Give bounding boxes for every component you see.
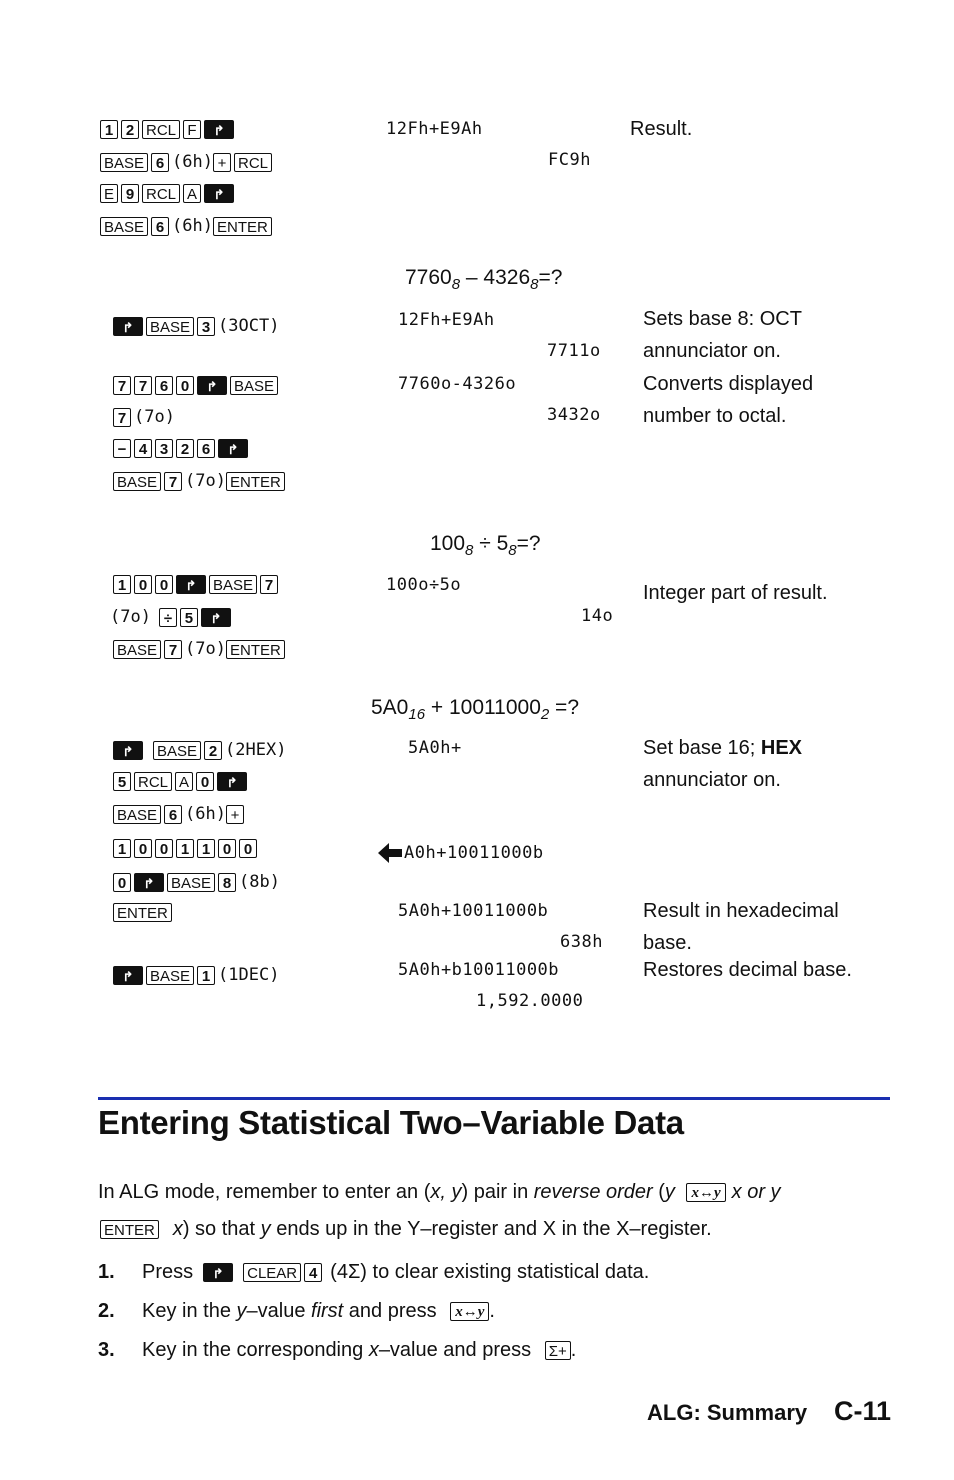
key-base: BASE [100,153,148,172]
step-text: . [489,1300,495,1322]
shift-key-icon: ↱ [203,1263,233,1282]
key-1: 1 [113,575,131,594]
key-7: 7 [134,376,152,395]
paren-6h: (6h) [185,804,226,824]
key-base: BASE [230,376,278,395]
ex3-equation [430,532,541,559]
eq-tail: =? [538,266,563,289]
eq-term: ÷ 5 [473,532,509,555]
key-1: 1 [197,966,215,985]
key-9: 9 [121,184,139,203]
step-number: 1. [98,1261,115,1283]
ex3-keys-row1 [113,575,281,594]
ex4-keys-row7 [113,965,279,985]
ex4-display-line3: 5A0h+10011000b [398,901,549,921]
step-text: (4Σ) to clear existing statistical data. [330,1261,650,1283]
ex4-note1-text: Set base 16; [643,737,761,759]
step-text: Key in the corresponding [142,1339,369,1361]
ex3-display-line1: 100o÷5o [386,575,462,595]
key-0: 0 [134,575,152,594]
intro-italic: x, y [430,1181,462,1203]
ex4-keys-row6 [113,903,175,922]
key-x-swap-y: x↔y [450,1302,489,1321]
ex2-display-line4: 3432o [547,405,601,425]
key-x-swap-y: x↔y [686,1183,725,1202]
shift-key-icon: ↱ [113,317,143,336]
key-6: 6 [151,153,169,172]
shift-key-icon: ↱ [197,376,227,395]
key-base: BASE [113,472,161,491]
ex2-note1-line2: annunciator on. [643,340,781,362]
eq-subscript: 8 [451,276,461,294]
key-0: 0 [218,839,236,858]
eq-tail: =? [549,696,579,719]
ex2-display-line2: 7711o [547,341,601,361]
ex2-keys-row4 [113,439,251,458]
ex4-note1-line2: annunciator on. [643,769,781,791]
key-base: BASE [113,640,161,659]
key-divide: ÷ [159,608,177,627]
key-rcl: RCL [142,184,180,203]
eq-subscript: 16 [408,706,426,724]
step-number: 2. [98,1300,115,1322]
eq-term: 100 [430,532,466,555]
ex1-note: Result. [630,118,693,140]
key-rcl: RCL [142,120,180,139]
intro-italic: x [172,1218,183,1240]
key-6: 6 [197,439,215,458]
ex3-display-line2: 14o [581,606,614,626]
paren-3oct: (3OCT) [218,316,280,336]
eq-tail: =? [516,532,541,555]
key-6: 6 [164,805,182,824]
key-7: 7 [164,472,182,491]
section-title: Entering Statistical Two–Variable Data [98,1104,684,1141]
key-0: 0 [113,873,131,892]
key-clear: CLEAR [243,1263,301,1282]
ex2-note2-line1: Converts displayed [643,373,814,395]
ex2-equation [405,266,562,293]
ex4-note1-line1 [643,732,802,764]
paren-7o: (7o) [134,407,175,427]
step-italic: first [311,1300,344,1322]
ex4-keys-row1 [113,740,286,760]
key-enter: ENTER [226,472,285,491]
intro-text: ) so that [182,1218,261,1240]
key-a: A [183,184,201,203]
intro-text: ( [652,1181,665,1203]
key-1: 1 [176,839,194,858]
ex4-display-line4: 638h [560,932,603,952]
paren-8b: (8b) [239,872,280,892]
key-0: 0 [239,839,257,858]
ex4-note3: Restores decimal base. [643,959,852,981]
key-base: BASE [113,805,161,824]
ex2-keys-row1 [113,316,279,336]
key-6: 6 [155,376,173,395]
ex4-display-line6: 1,592.0000 [476,991,584,1011]
shift-key-icon: ↱ [201,608,231,627]
key-7: 7 [260,575,278,594]
key-f: F [183,120,201,139]
key-a: A [175,772,193,791]
step-2 [98,1300,495,1323]
ex4-note2-line2: base. [643,932,692,954]
paren-7o: (7o) [185,639,226,659]
key-rcl: RCL [234,153,272,172]
intro-text: ends up in the Y–register and X in the X–register. [270,1218,712,1240]
left-arrow-icon [378,843,402,863]
step-text: . [570,1339,577,1361]
key-0: 0 [155,839,173,858]
ex4-keys-row3 [113,804,247,824]
key-6: 6 [151,217,169,236]
shift-key-icon: ↱ [204,184,234,203]
intro-line2 [100,1218,712,1241]
key-3: 3 [155,439,173,458]
key-base: BASE [153,741,201,760]
paren-6h: (6h) [172,216,213,236]
ex4-display-line1: 5A0h+ [408,738,462,758]
key-minus: − [113,439,131,458]
ex2-keys-row5 [113,471,288,491]
step-1 [98,1261,649,1284]
key-7: 7 [113,408,131,427]
ex4-equation [371,696,579,723]
shift-key-icon: ↱ [217,772,247,791]
ex3-keys-row3 [113,639,288,659]
key-1: 1 [113,839,131,858]
eq-subscript: 8 [465,542,474,560]
key-5: 5 [180,608,198,627]
ex2-note1-line1: Sets base 8: OCT [643,308,802,330]
step-number: 3. [98,1339,115,1361]
step-text: Key in the [142,1300,237,1322]
ex3-keys-row2 [110,607,234,627]
paren-7o: (7o) [185,471,226,491]
key-base: BASE [146,317,194,336]
ex1-display-line2: FC9h [548,150,591,170]
ex4-keys-row2 [113,772,250,791]
key-8: 8 [218,873,236,892]
ex1-keys-row4 [100,216,275,236]
ex4-note2-line1: Result in hexadecimal [643,900,839,922]
key-rcl: RCL [134,772,172,791]
key-enter: ENTER [100,1220,159,1239]
hex-annunciator-label: HEX [760,737,802,759]
step-text: –value and press [378,1339,537,1361]
key-3: 3 [197,317,215,336]
key-2: 2 [121,120,139,139]
key-1: 1 [197,839,215,858]
paren-1dec: (1DEC) [218,965,280,985]
eq-term: 5A0 [371,696,409,719]
ex2-keys-row3 [113,407,175,427]
eq-subscript: 8 [508,542,517,560]
ex1-keys-row1 [100,120,237,139]
step-3 [98,1339,576,1362]
intro-italic: y [260,1218,271,1240]
key-4: 4 [304,1263,322,1282]
ex1-keys-row3 [100,184,237,203]
key-enter: ENTER [113,903,172,922]
eq-term: – 4326 [460,266,531,289]
ex4-display-line5: 5A0h+b10011000b [398,960,560,980]
step-text: Press [142,1261,194,1283]
key-5: 5 [113,772,131,791]
intro-text: In ALG mode, remember to enter an ( [98,1181,431,1203]
key-2: 2 [204,741,222,760]
eq-subscript: 8 [530,276,539,294]
shift-key-icon: ↱ [218,439,248,458]
section-rule [98,1097,890,1100]
key-plus: + [213,153,231,172]
paren-2hex: (2HEX) [225,740,287,760]
key-2: 2 [176,439,194,458]
key-base: BASE [167,873,215,892]
shift-key-icon: ↱ [113,741,143,760]
intro-italic: x or y [731,1181,781,1203]
intro-line1 [98,1181,781,1204]
key-7: 7 [164,640,182,659]
footer-section-name: ALG: Summary [647,1400,808,1425]
key-sigma-plus: Σ+ [545,1341,571,1360]
ex2-display-line1: 12Fh+E9Ah [398,310,495,330]
key-1: 1 [100,120,118,139]
ex4-keys-row5 [113,872,280,892]
paren-7o: (7o) [110,607,151,627]
key-0: 0 [176,376,194,395]
key-base: BASE [100,217,148,236]
intro-italic: reverse order [533,1181,653,1203]
key-0: 0 [134,839,152,858]
shift-key-icon: ↱ [134,873,164,892]
intro-italic: y [664,1181,675,1203]
paren-6h: (6h) [172,152,213,172]
shift-key-icon: ↱ [204,120,234,139]
ex4-display-line2: A0h+10011000b [404,843,544,863]
key-base: BASE [209,575,257,594]
eq-subscript: 2 [540,706,550,724]
key-7: 7 [113,376,131,395]
key-0: 0 [196,772,214,791]
key-enter: ENTER [226,640,285,659]
shift-key-icon: ↱ [176,575,206,594]
ex1-display-line1: 12Fh+E9Ah [386,119,483,139]
intro-text: ) pair in [461,1181,534,1203]
page-number: C-11 [834,1396,892,1426]
step-text: and press [343,1300,443,1322]
key-e: E [100,184,118,203]
key-plus: + [226,805,244,824]
step-italic: y [236,1300,247,1322]
eq-term: + 10011000 [425,696,541,719]
key-enter: ENTER [213,217,272,236]
ex4-keys-row4 [113,839,260,858]
ex2-display-line3: 7760o-4326o [398,374,517,394]
ex2-keys-row2 [113,376,281,395]
ex2-note2-line2: number to octal. [643,405,787,427]
key-0: 0 [155,575,173,594]
step-italic: x [368,1339,379,1361]
ex1-keys-row2 [100,152,275,172]
eq-term: 7760 [405,266,452,289]
key-base: BASE [146,966,194,985]
shift-key-icon: ↱ [113,966,143,985]
ex3-note: Integer part of result. [643,582,828,604]
step-text: –value [246,1300,312,1322]
key-4: 4 [134,439,152,458]
